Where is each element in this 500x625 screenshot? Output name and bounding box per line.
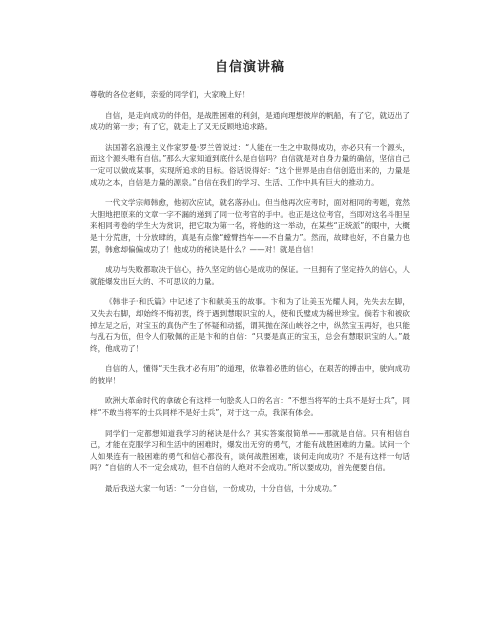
document-title: 自信演讲稿	[214, 60, 285, 75]
paragraph-5: 《韩非子·和氏篇》中记述了卞和献美玉的故事。卞和为了让美玉光耀人间，先失去左脚，又失去右脚，却始终不悔初衷，终于遇到慧眼识宝的人，使和氏璧成为稀世珍宝。倘若卞和被砍掉左足之后，对宝玉的真伪产生了怀疑和动摇，谓其抛在深山峡谷之中，纵然宝玉再好，也只能与乱石为伍，但令人们敬佩的正是卞和的自信：“只要是真正的宝玉，总会有慧眼识宝的人。”最终，他成功了！	[90, 297, 410, 353]
paragraph-greeting: 尊敬的各位老师，亲爱的同学们，大家晚上好！	[90, 90, 250, 99]
paragraph-1: 自信，是走向成功的伴侣，是战胜困难的利剑，是通向理想彼岸的帆船，有了它，就迈出了成功的第一步；有了它，就走上了又无反顾地追求路。	[90, 110, 410, 132]
paragraph-8: 同学们一定都想知道我学习的秘诀是什么？其实答案很简单——那就是自信。只有相信自己，才能在克服学习和生活中的困难时，爆发出无穷的勇气，才能有战胜困难的力量。试问一个人如果连有一般困难的勇气和信心都没有，谈何战胜困难，谈何走向成功？不是有这样一句话吗？“自信的人不一定会成功，但不自信的人绝对不会成功。”所以要成功，首先便要自信。	[90, 428, 410, 473]
paragraph-4: 成功与失败都取决于信心，持久坚定的信心是成功的保证。一旦拥有了坚定持久的信心，人就能爆发出巨大的、不可思议的力量。	[90, 265, 410, 286]
paragraph-3: 一代文学宗师韩愈，他初次应试，就名落孙山。但当他再次应考时，面对相同的考题，竟然大胆地把原来的文章一字不漏的递到了同一位考官的手中。也正是这位考官，当即对这名斗胆呈来相同考卷的学生大为赏识，把它取为第一名，将他的这一举动，在某些“正统派”的眼中，大概是十分荒唐，十分放肆的，真是有点像“螳臂挡车——不自量力”。然而，故肆也好，不自量力也罢，韩愈却偏偏成功了！他成功的秘诀是什么？——对！就是自信！	[90, 198, 410, 254]
paragraph-6: 自信的人，懂得“天生我才必有用”的道理，依靠着必胜的信心，在艰苦的搏击中，驶向成功的彼岸！	[90, 364, 410, 385]
paragraph-2: 法国著名浪漫主义作家罗曼·罗兰曾说过：“人能在一生之中取得成功，亦必只有一个源头，而这个源头唯有自信。”那么大家知道到底什么是自信吗？自信就是对自身力量的确信，坚信自己一定可以做成某事，实现所追求的目标。俗话说得好：“这个世界是由自信创造出来的，力量是成功之本，自信是力量的源泉。”自信在我们的学习、生活、工作中具有巨大的推动力。	[90, 142, 410, 187]
paragraph-7: 欧洲大革命时代的拿破仑有这样一句脍炙人口的名言：“不想当将军的士兵不是好士兵”，同样“不敢当将军的士兵同样不是好士兵”，对于这一点，我深有体会。	[90, 396, 410, 418]
paragraph-9: 最后我送大家一句话：“一分自信，一份成功，十分自信，十分成功。”	[105, 484, 337, 494]
